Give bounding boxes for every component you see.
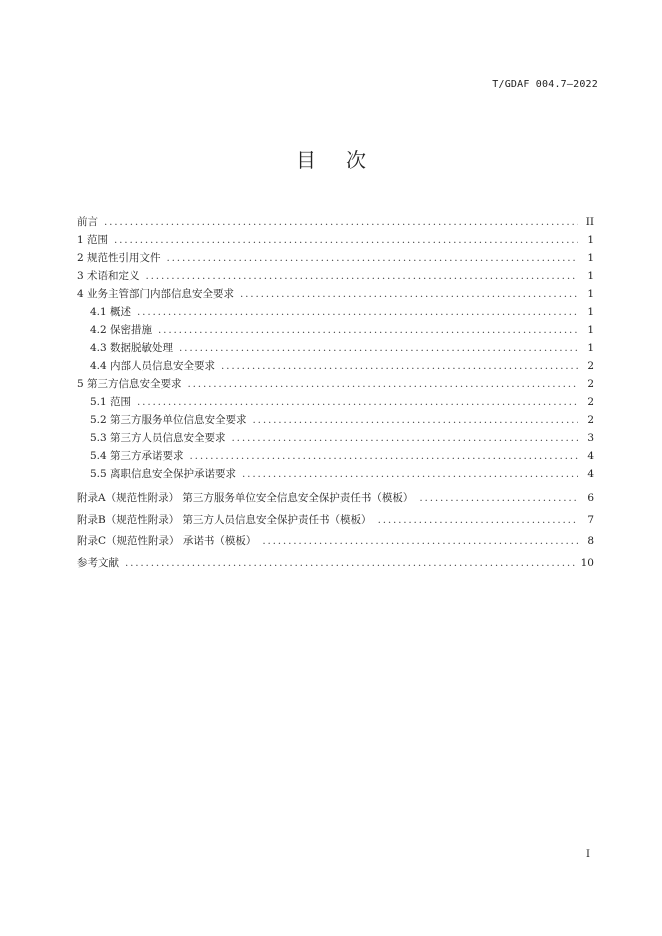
table-of-contents <box>77 213 594 574</box>
toc-entry-label: 3 术语和定义 <box>77 270 140 282</box>
toc-entry[interactable] <box>77 321 594 339</box>
toc-entry-label: 5.2 第三方服务单位信息安全要求 <box>90 414 247 426</box>
toc-entry-page: 2 <box>587 378 594 390</box>
toc-entry-label: 5 第三方信息安全要求 <box>77 378 182 390</box>
toc-leader-dots <box>104 213 578 231</box>
toc-entry-page: 1 <box>587 252 594 264</box>
footer-page-number: I <box>586 849 590 860</box>
toc-entry-page: 4 <box>587 468 594 480</box>
toc-entry-page: 3 <box>587 432 594 444</box>
toc-entry-label: 4.1 概述 <box>90 306 132 318</box>
toc-leader-dots <box>242 465 578 483</box>
toc-entry-label: 附录A（规范性附录） 第三方服务单位安全信息安全保护责任书（模板） <box>77 492 414 504</box>
toc-entry[interactable] <box>77 213 594 231</box>
toc-entry-label: 4.3 数据脱敏处理 <box>90 342 174 354</box>
toc-entry-page: 2 <box>587 396 594 408</box>
toc-entry-label: 5.1 范围 <box>90 396 132 408</box>
toc-entry[interactable] <box>77 429 594 447</box>
toc-leader-dots <box>167 249 578 267</box>
toc-entry-label: 5.4 第三方承诺要求 <box>90 450 184 462</box>
toc-entry[interactable] <box>77 411 594 429</box>
toc-entry-page: 2 <box>587 360 594 372</box>
toc-leader-dots <box>378 510 578 532</box>
toc-entry-page: 1 <box>587 234 594 246</box>
toc-leader-dots <box>221 357 578 375</box>
toc-leader-dots <box>232 429 578 447</box>
toc-entry-label: 4.2 保密措施 <box>90 324 153 336</box>
toc-entry[interactable] <box>77 267 594 285</box>
toc-leader-dots <box>262 531 578 553</box>
toc-leader-dots <box>188 375 578 393</box>
toc-entry-page: 1 <box>587 288 594 300</box>
toc-leader-dots <box>125 553 575 575</box>
toc-leader-dots <box>137 393 578 411</box>
toc-entry-page: 1 <box>587 324 594 336</box>
page-title <box>0 144 662 173</box>
toc-entry[interactable] <box>77 339 594 357</box>
toc-leader-dots <box>179 339 578 357</box>
toc-entry[interactable] <box>77 465 594 483</box>
toc-entry-label: 2 规范性引用文件 <box>77 252 161 264</box>
toc-entry-page: 7 <box>587 513 594 526</box>
toc-entry[interactable] <box>77 285 594 303</box>
toc-leader-dots <box>146 267 578 285</box>
toc-entry[interactable] <box>77 357 594 375</box>
toc-entry-label: 5.5 离职信息安全保护承诺要求 <box>90 468 237 480</box>
toc-entry-label: 附录C（规范性附录） 承诺书（模板） <box>77 535 257 547</box>
toc-leader-dots <box>190 447 578 465</box>
toc-entry-page: II <box>585 216 594 228</box>
toc-entry-page: 1 <box>587 306 594 318</box>
toc-entry-label: 参考文献 <box>77 556 119 569</box>
toc-entry-label: 5.3 第三方人员信息安全要求 <box>90 432 226 444</box>
toc-entry-page: 1 <box>587 270 594 282</box>
toc-entry-label: 4.4 内部人员信息安全要求 <box>90 360 216 372</box>
toc-entry-page: 4 <box>587 450 594 462</box>
toc-entry-page: 10 <box>580 556 594 569</box>
toc-entry[interactable] <box>77 531 594 553</box>
toc-leader-dots <box>114 231 578 249</box>
toc-entry-page: 6 <box>587 492 594 504</box>
toc-entry-label: 前言 <box>77 216 98 228</box>
toc-entry[interactable] <box>77 231 594 249</box>
toc-leader-dots <box>253 411 578 429</box>
title-char-1: 目 <box>296 148 316 172</box>
toc-leader-dots <box>419 488 578 510</box>
document-id: T/GDAF 004.7—2022 <box>492 79 598 90</box>
toc-leader-dots <box>158 321 578 339</box>
toc-entry[interactable] <box>77 447 594 465</box>
toc-entry[interactable] <box>77 393 594 411</box>
toc-entry[interactable] <box>77 488 594 510</box>
toc-entry[interactable] <box>77 510 594 532</box>
toc-entry-page: 2 <box>587 414 594 426</box>
toc-entry-label: 4 业务主管部门内部信息安全要求 <box>77 288 235 300</box>
toc-entry[interactable] <box>77 553 594 575</box>
toc-entry-page: 8 <box>587 535 594 547</box>
toc-entry-page: 1 <box>587 342 594 354</box>
toc-leader-dots <box>240 285 578 303</box>
toc-entry-label: 1 范围 <box>77 234 109 246</box>
toc-leader-dots <box>137 303 578 321</box>
toc-entry-label: 附录B（规范性附录） 第三方人员信息安全保护责任书（模板） <box>77 513 372 526</box>
toc-entry[interactable] <box>77 249 594 267</box>
title-char-2: 次 <box>346 148 366 172</box>
toc-entry[interactable] <box>77 303 594 321</box>
toc-entry[interactable] <box>77 375 594 393</box>
